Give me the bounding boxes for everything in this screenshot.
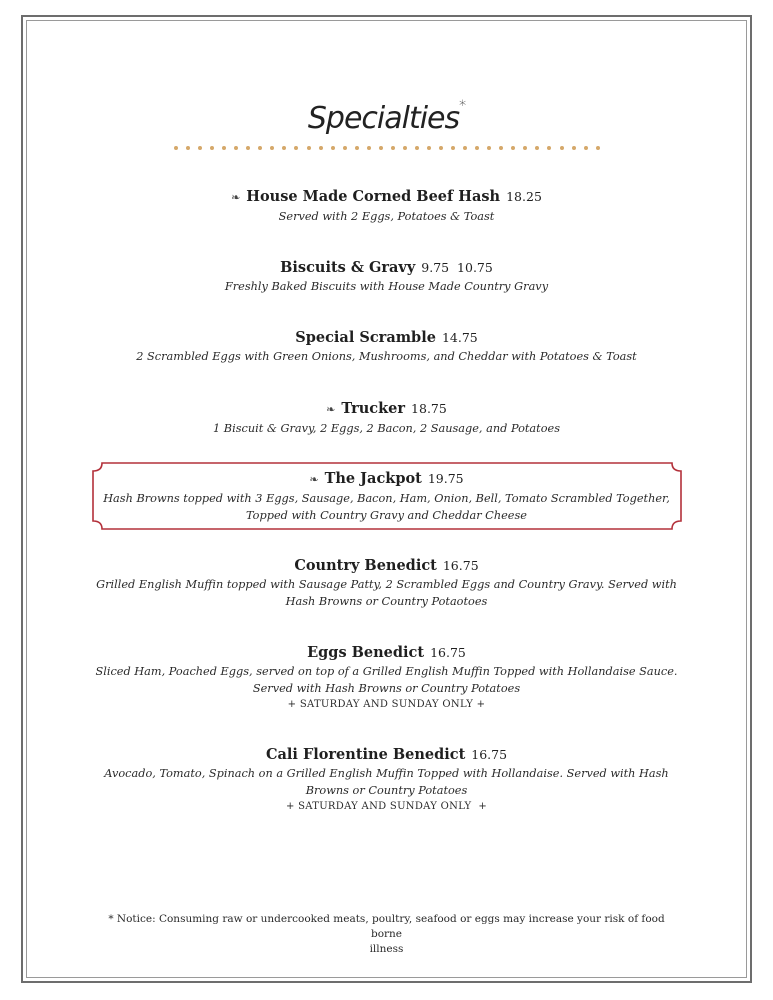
divider-dot [222,146,226,150]
divider-dot [391,146,395,150]
divider-dot [379,146,383,150]
item-price: 16.75 [430,645,466,660]
menu-item-country-benedict [60,557,713,610]
divider-dot [319,146,323,150]
divider-dot [415,146,419,150]
item-price: 18.75 [411,401,447,416]
leaf-icon: ❧ [326,403,336,416]
divider-dot [535,146,539,150]
notice-line: * Notice: Consuming raw or undercooked meats, poultry, seafood or eggs may increase your risk of food borne [108,913,665,940]
menu-item-corned-beef-hash [60,188,713,225]
food-safety-notice [100,912,673,957]
item-price: 19.75 [427,471,464,486]
divider-dot [572,146,576,150]
item-name: The Jackpot [324,470,422,487]
divider-dot [596,146,600,150]
divider-dot [234,146,238,150]
title-asterisk: * [459,98,466,114]
item-description: Sliced Ham, Poached Eggs, served on top of a Grilled English Muffin Topped with Hollandaise Sauce. [95,665,678,678]
divider-dot [186,146,190,150]
divider-dot [560,146,564,150]
item-description: Hash Browns topped with 3 Eggs, Sausage, Bacon, Ham, Onion, Bell, Tomato Scrambled Together, [103,492,670,505]
divider-dot [198,146,202,150]
divider-dot [367,146,371,150]
item-description: 1 Biscuit & Gravy, 2 Eggs, 2 Bacon, 2 Sausage, and Potatoes [213,422,560,435]
menu-item-biscuits-gravy [60,259,713,295]
availability-note: + SATURDAY AND SUNDAY ONLY + [287,699,486,710]
item-price: 14.75 [441,330,478,345]
divider-dot [355,146,359,150]
divider-dot [523,146,527,150]
divider-dot [511,146,515,150]
divider-dot [246,146,250,150]
item-name: Special Scramble [295,329,436,346]
menu-item-cali-florentine-benedict [60,746,713,814]
item-description: Served with Hash Browns or Country Potatoes [252,682,521,695]
item-price: 16.75 [442,558,479,573]
divider-dot [258,146,262,150]
divider-dot [282,146,286,150]
divider-dot [584,146,588,150]
item-description: Browns or Country Potatoes [305,784,468,797]
item-name: Biscuits & Gravy [280,259,416,276]
divider-dot [403,146,407,150]
divider-dot [487,146,491,150]
leaf-icon: ❧ [231,191,241,204]
item-name: Country Benedict [294,557,437,574]
divider-dot [343,146,347,150]
decorative-dot-divider [174,146,600,152]
item-description: Served with 2 Eggs, Potatoes & Toast [278,210,495,223]
divider-dot [463,146,467,150]
menu-item-jackpot [60,470,713,524]
divider-dot [451,146,455,150]
item-description: Grilled English Muffin topped with Sausage Patty, 2 Scrambled Eggs and Country Gravy. Served with [96,578,677,591]
menu-item-trucker [60,400,713,437]
availability-note: + SATURDAY AND SUNDAY ONLY + [285,801,488,812]
divider-dot [294,146,298,150]
divider-dot [174,146,178,150]
divider-dot [210,146,214,150]
item-description: Avocado, Tomato, Spinach on a Grilled English Muffin Topped with Hollandaise. Served with Hash [104,767,669,780]
menu-item-special-scramble [60,329,713,365]
item-name: Cali Florentine Benedict [265,746,466,763]
divider-dot [270,146,274,150]
divider-dot [547,146,551,150]
item-price: 16.75 [471,747,508,762]
item-price: 18.25 [506,189,542,204]
item-description: 2 Scrambled Eggs with Green Onions, Mushrooms, and Cheddar with Potatoes & Toast [136,350,637,363]
leaf-icon: ❧ [309,473,319,486]
divider-dot [331,146,335,150]
item-price: 9.75 10.75 [421,260,493,275]
item-name: Eggs Benedict [307,644,425,661]
divider-dot [475,146,479,150]
item-name: House Made Corned Beef Hash [246,188,501,205]
divider-dot [307,146,311,150]
item-description: Freshly Baked Biscuits with House Made Country Gravy [224,280,549,293]
menu-item-eggs-benedict [60,644,713,712]
notice-line: illness [369,943,404,955]
item-description: Topped with Country Gravy and Cheddar Cheese [246,509,527,522]
page-title: Specialties* [307,98,466,136]
item-description: Hash Browns or Country Potaotoes [285,595,488,608]
divider-dot [427,146,431,150]
item-name: Trucker [341,400,406,417]
divider-dot [499,146,503,150]
divider-dot [439,146,443,150]
